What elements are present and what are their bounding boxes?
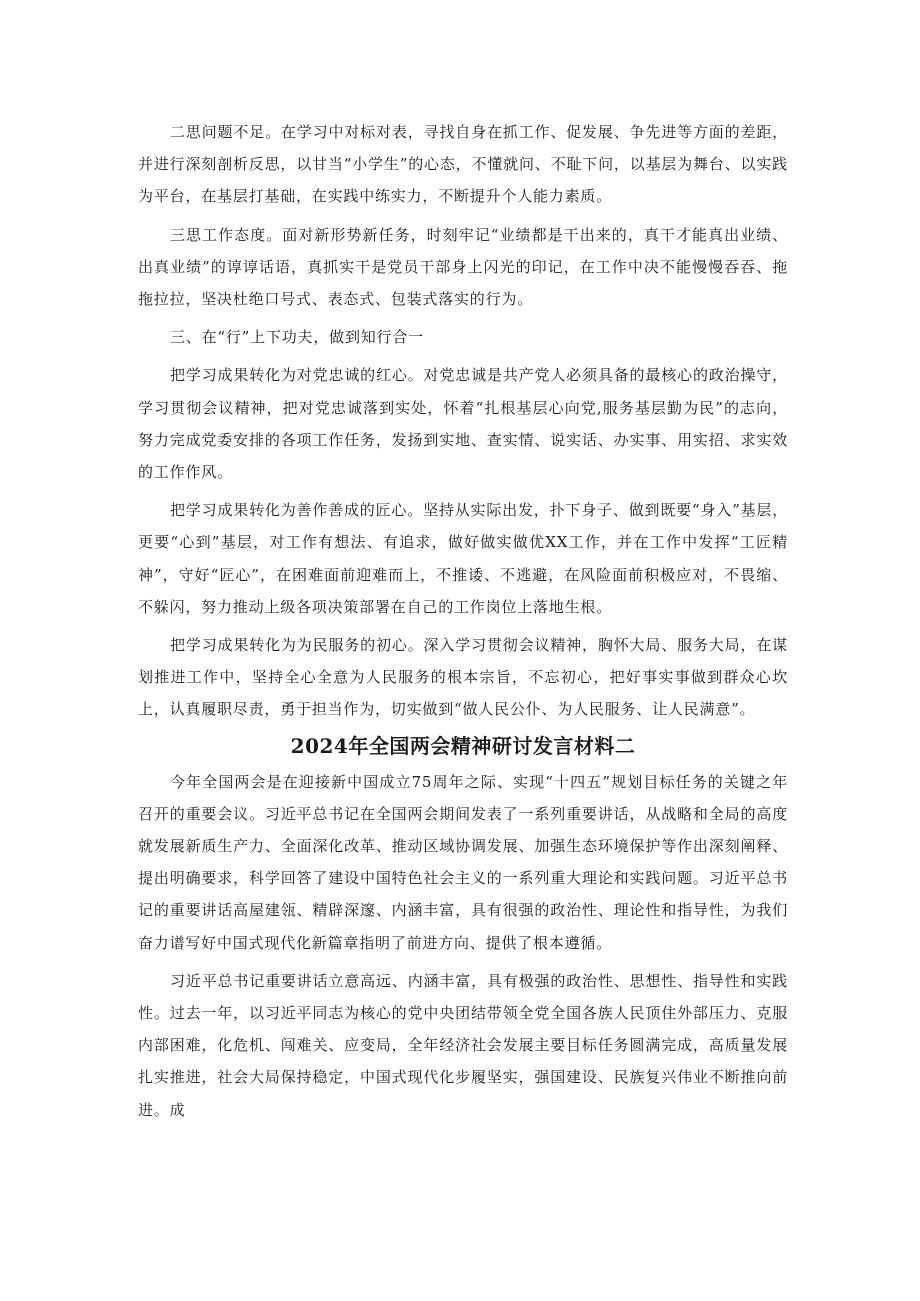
- paragraph: 习近平总书记重要讲话立意高远、内涵丰富，具有极强的政治性、思想性、指导性和实践性。过去一年，以习近平同志为核心的党中央团结带领全党全国各族人民顶住外部压力、克服内部困难，化危机、闯难关、应变局，全年经济社会发展主要目标任务圆满完成，高质量发展扎实推进，社会大局保持稳定，中国式现代化步履坚实，强国建设、民族复兴伟业不断推向前进。成: [138, 971, 788, 1119]
- paragraph: 把学习成果转化为善作善成的匠心。坚持从实际出发，扑下身子、做到既要“身入”基层，更要“心到”基层，对工作有想法、有追求，做好做实做优XX工作，并在工作中发挥“工匠精神”，守好“匠心”，在困难面前迎难而上，不推诿、不逃避，在风险面前积极应对，不畏缩、不躲闪，努力推动上级各项决策部署在自己的工作岗位上落地生根。: [138, 501, 788, 616]
- paragraph: 把学习成果转化为为民服务的初心。深入学习贯彻会议精神，胸怀大局、服务大局，在谋划推进工作中，坚持全心全意为人民服务的根本宗旨，不忘初心，把好事实事做到群众心坎上，认真履职尽责，勇于担当作为，切实做到“做人民公仆、为人民服务、让人民满意”。: [138, 636, 788, 719]
- document-title: 2024年全国两会精神研讨发言材料二: [290, 733, 636, 758]
- paragraph: 今年全国两会是在迎接新中国成立75周年之际、实现“十四五”规划目标任务的关键之年召开的重要会议。习近平总书记在全国两会期间发表了一系列重要讲话，从战略和全局的高度就发展新质生产力、全面深化改革、推动区域协调发展、加强生态环境保护等作出深刻阐释、提出明确要求，科学回答了建设中国特色社会主义的一系列重大理论和实践问题。习近平总书记的重要讲话高屋建瓴、精辟深邃、内涵丰富，具有很强的政治性、理论性和指导性，为我们奋力谱写好中国式现代化新篇章指明了前进方向、提供了根本遵循。: [138, 772, 788, 952]
- paragraph: 三思工作态度。面对新形势新任务，时刻牢记“业绩都是干出来的，真干才能真出业绩、出真业绩”的谆谆话语，真抓实干是党员干部身上闪光的印记，在工作中决不能慢慢吞吞、拖拖拉拉，坚决杜绝口号式、表态式、包装式落实的行为。: [138, 225, 788, 309]
- section-heading: 三、在“行”上下功夫，做到知行合一: [170, 328, 424, 347]
- paragraph: 把学习成果转化为对党忠诚的红心。对党忠诚是共产党人必须具备的最核心的政治操守，学习贯彻会议精神，把对党忠诚落到实处，怀着“扎根基层心向党,服务基层勤为民”的志向，努力完成党委安排的各项工作任务，发扬到实地、查实情、说实话、办实事、用实招、求实效的工作作风。: [138, 366, 788, 482]
- document-body: [138, 116, 788, 1126]
- paragraph: 二思问题不足。在学习中对标对表，寻找自身在抓工作、促发展、争先进等方面的差距，并进行深刻剖析反思，以甘当“小学生”的心态，不懂就问、不耻下问，以基层为舞台、以实践为平台，在基层打基础，在实践中练实力，不断提升个人能力素质。: [138, 123, 788, 206]
